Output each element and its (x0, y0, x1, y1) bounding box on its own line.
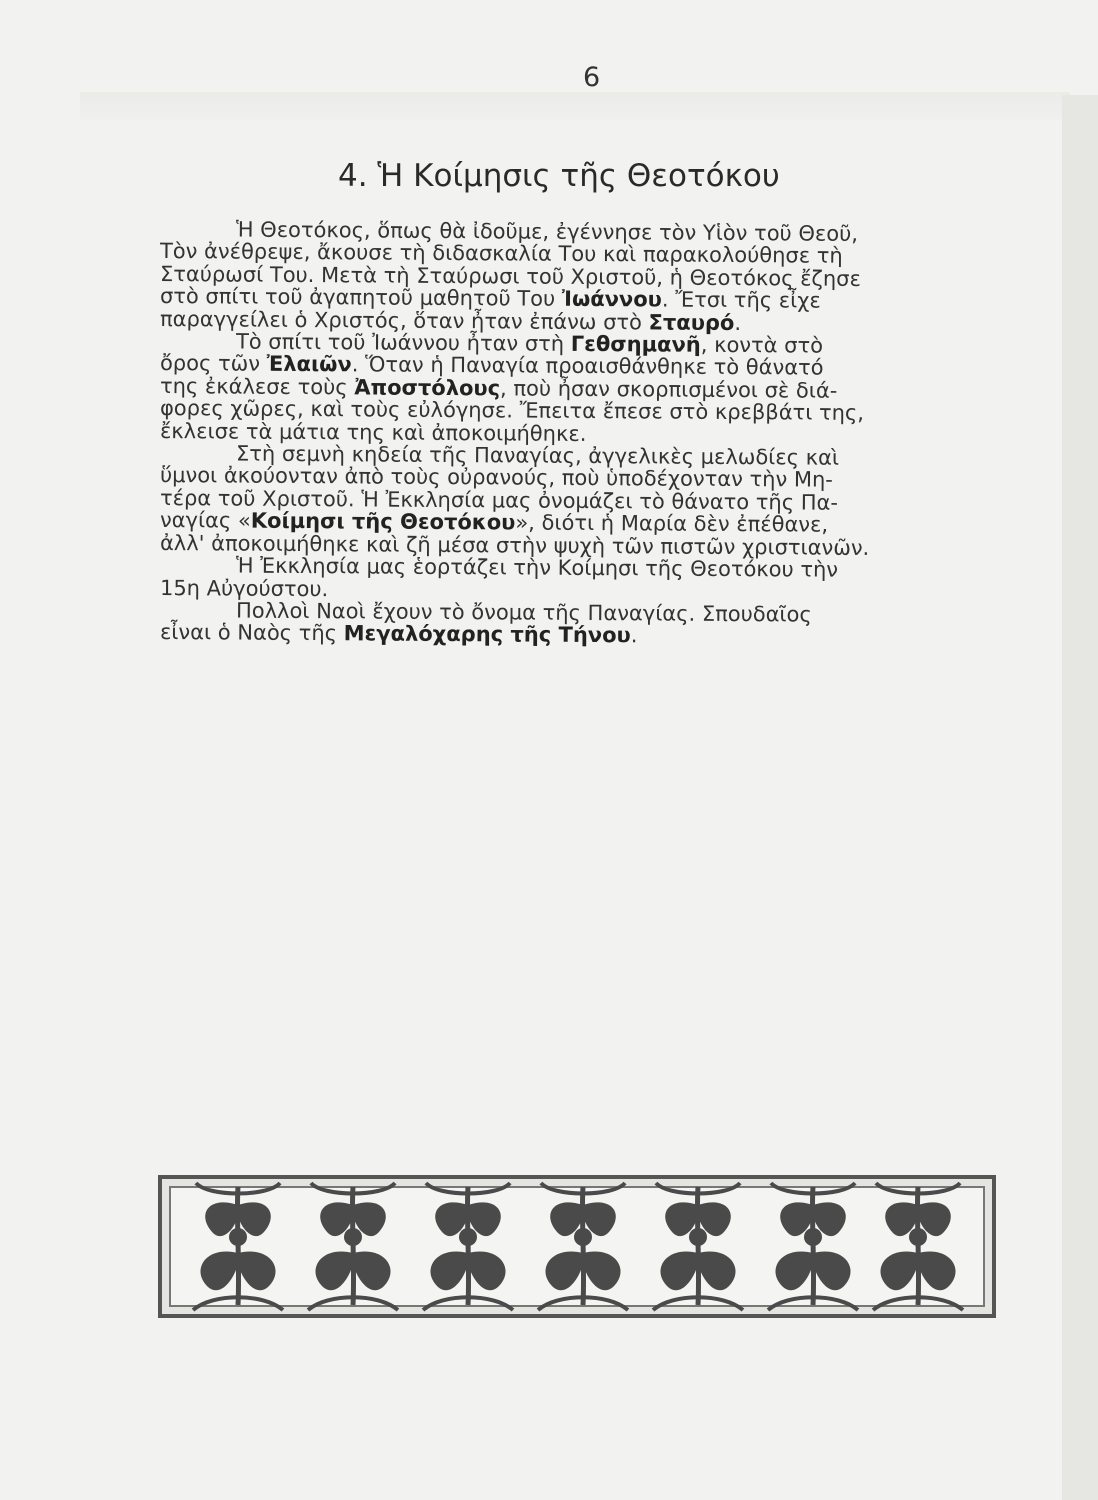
text-line: Ἡ Ἐκκλησία μας ἑορτάζει τὴν Κοίμησι τῆς Θεοτόκου τὴν (235, 553, 839, 582)
text-line: Στὴ σεμνὴ κηδεία τῆς Παναγίας, ἀγγελικὲς μελωδίες καὶ (235, 441, 840, 470)
emphasis: Ἰωάννου (561, 287, 662, 312)
text-line: ὕμνοι ἀκούονταν ἀπὸ τοὺς οὐρανούς, ποὺ ὑποδέχονταν τὴν Μη- (159, 463, 833, 493)
emphasis: Γεθσημανῆ (570, 331, 701, 357)
emphasis: Ἐλαιῶν (266, 352, 352, 377)
text-line: Σταύρωσί Του. Μετὰ τὴ Σταύρωσι τοῦ Χριστοῦ, ἡ Θεοτόκος ἔζησε (159, 261, 861, 291)
text-line: τέρα τοῦ Χριστοῦ. Ἡ Ἐκκλησία μας ὀνομάζει τὸ θάνατο τῆς Πα- (159, 485, 839, 515)
chapter-title: 4. Ἡ Κοίμησις τῆς Θεοτόκου (338, 158, 780, 194)
emphasis: Μεγαλόχαρης τῆς Τήνου (343, 621, 631, 648)
text-line: ὄρος τῶν Ἐλαιῶν. Ὅταν ἡ Παναγία προαισθάνθηκε τὸ θάνατό (159, 351, 824, 381)
emphasis: Σταυρό (648, 310, 735, 335)
text-line: στὸ σπίτι τοῦ ἀγαπητοῦ μαθητοῦ Του Ἰωάννου. Ἔτσι τῆς εἶχε (159, 284, 821, 313)
text-line: παραγγείλει ὁ Χριστός, ὅταν ἦταν ἐπάνω στὸ Σταυρό. (159, 306, 742, 335)
text-line: ναγίας «Κοίμησι τῆς Θεοτόκου», διότι ἡ Μαρία δὲν ἐπέθανε, (159, 508, 829, 537)
page-number: 6 (583, 62, 601, 93)
text-line: Πολλοὶ Ναοὶ ἔχουν τὸ ὄνομα τῆς Παναγίας. Σπουδαῖος (235, 598, 812, 627)
text-line: 15η Αὐγούστου. (159, 575, 329, 601)
page-top-shadow (80, 92, 1070, 120)
text-line: ἔκλεισε τὰ μάτια της καὶ ἀποκοιμήθηκε. (159, 418, 587, 446)
floral-ornament-band (158, 1175, 996, 1318)
text-line: Ἡ Θεοτόκος, ὅπως θὰ ἰδοῦμε, ἐγέννησε τὸν Υἱὸν τοῦ Θεοῦ, (235, 217, 859, 246)
emphasis: Κοίμησι τῆς Θεοτόκου (250, 508, 516, 535)
text-line: εἶναι ὁ Ναὸς τῆς Μεγαλόχαρης τῆς Τήνου. (159, 620, 638, 648)
text-line: φορες χῶρες, καὶ τοὺς εὐλόγησε. Ἔπειτα ἔπεσε στὸ κρεββάτι της, (159, 396, 865, 426)
text-line: Τὸ σπίτι τοῦ Ἰωάννου ἦταν στὴ Γεθσημανῆ, κοντὰ στὸ (235, 329, 824, 358)
page-right-edge (1062, 95, 1098, 1500)
text-line: ἀλλ' ἀποκοιμήθηκε καὶ ζῆ μέσα στὴν ψυχὴ τῶν πιστῶν χριστιανῶν. (159, 530, 870, 560)
chapter-body (159, 217, 990, 648)
text-line: Τὸν ἀνέθρεψε, ἄκουσε τὴ διδασκαλία Του καὶ παρακολούθησε τὴ (159, 239, 843, 269)
text-line: της ἐκάλεσε τοὺς Ἀποστόλους, ποὺ ἦσαν σκορπισμένοι σὲ διά- (159, 373, 838, 403)
emphasis: Ἀποστόλους (354, 375, 501, 401)
